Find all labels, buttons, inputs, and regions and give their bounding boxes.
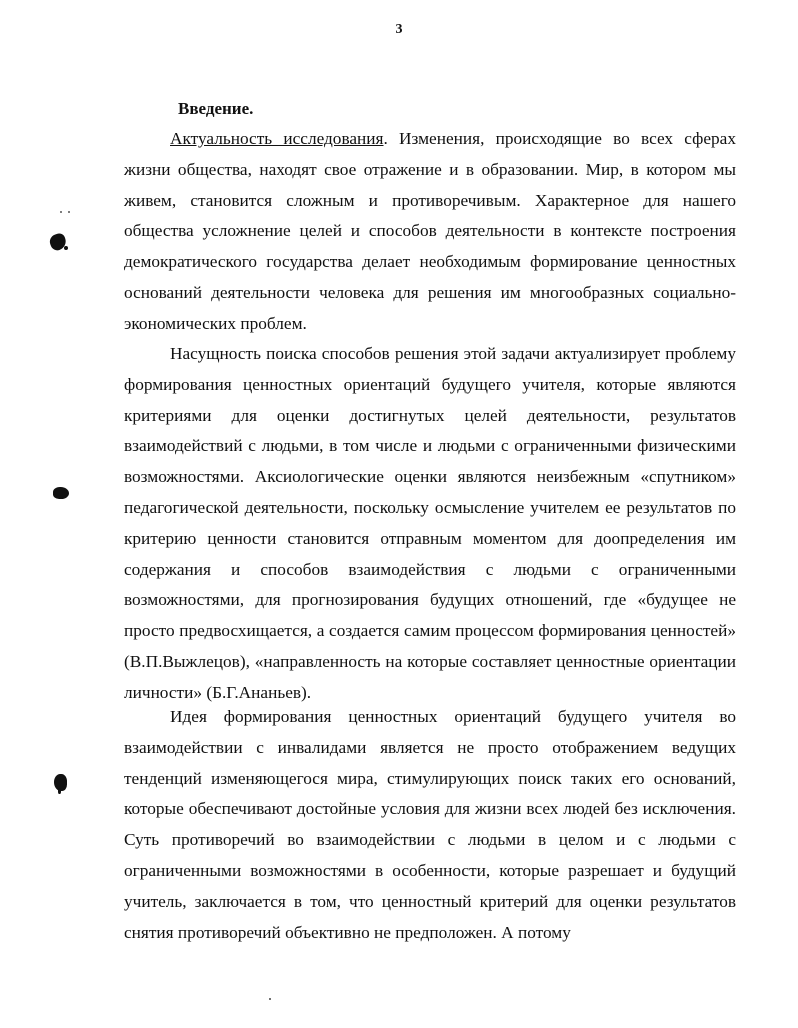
scan-speck xyxy=(68,211,70,213)
section-heading: Введение. xyxy=(178,99,254,118)
relevance-underlined-term: Актуальность исследования xyxy=(170,129,384,148)
paragraph-text: . Изменения, происходящие во всех сферах жизни общества, находят свое отражение и в образовании. Мир, в котором мы живем, становится сложным и противоречивым. Характерное для нашего общества усложнение целей и способов деятельности в контексте построения демократического государства делает необходимым формирование ценностных оснований деятельности человека для решения им многообразных социально-экономических проблем. xyxy=(124,129,736,333)
scan-speck xyxy=(269,998,271,1000)
binding-hole-mark xyxy=(53,487,69,499)
paragraph-text: Насущность поиска способов решения этой задачи актуализирует проблему формирования ценностных ориентаций будущего учителя, которые являются критериями для оценки достигнутых целей деятельности, результатов взаимодействий с людьми, в том числе и людьми с ограниченными физическими возможностями. Аксиологические оценки являются неизбежным «спутником» педагогической деятельности, поскольку осмысление учителем ее результатов по критерию ценности становится отправным моментом для доопределения им содержания и способов взаимодействия с людьми с ограниченными возможностями, для прогнозирования будущих отношений, где «будущее не просто предвосхищается, а создается самим процессом формирования ценностей» (В.П.Выжлецов), «направленность на которые составляет ценностные ориентации личности» (Б.Г.Ананьев). xyxy=(124,344,736,702)
paragraph-text: Идея формирования ценностных ориентаций будущего учителя во взаимодействии с инвалидами является не просто отображением ведущих тенденций изменяющегося мира, стимулирующих поиск таких его оснований, которые обеспечивают достойные условия для жизни всех людей без исключения. Суть противоречий во взаимодействии с людьми в целом и с людьми с ограниченными возможностями в особенности, которые разрешает и будущий учитель, заключается в том, что ценностный критерий для оценки результатов снятия противоречий объективно не предположен. А потому xyxy=(124,707,736,942)
paragraph-urgency xyxy=(124,339,736,709)
paragraph-relevance xyxy=(124,124,736,340)
paragraph-idea xyxy=(124,702,736,948)
binding-hole-mark xyxy=(58,788,61,794)
page-number: 3 xyxy=(395,22,403,37)
scan-speck xyxy=(60,211,62,213)
binding-hole-mark xyxy=(64,246,68,250)
